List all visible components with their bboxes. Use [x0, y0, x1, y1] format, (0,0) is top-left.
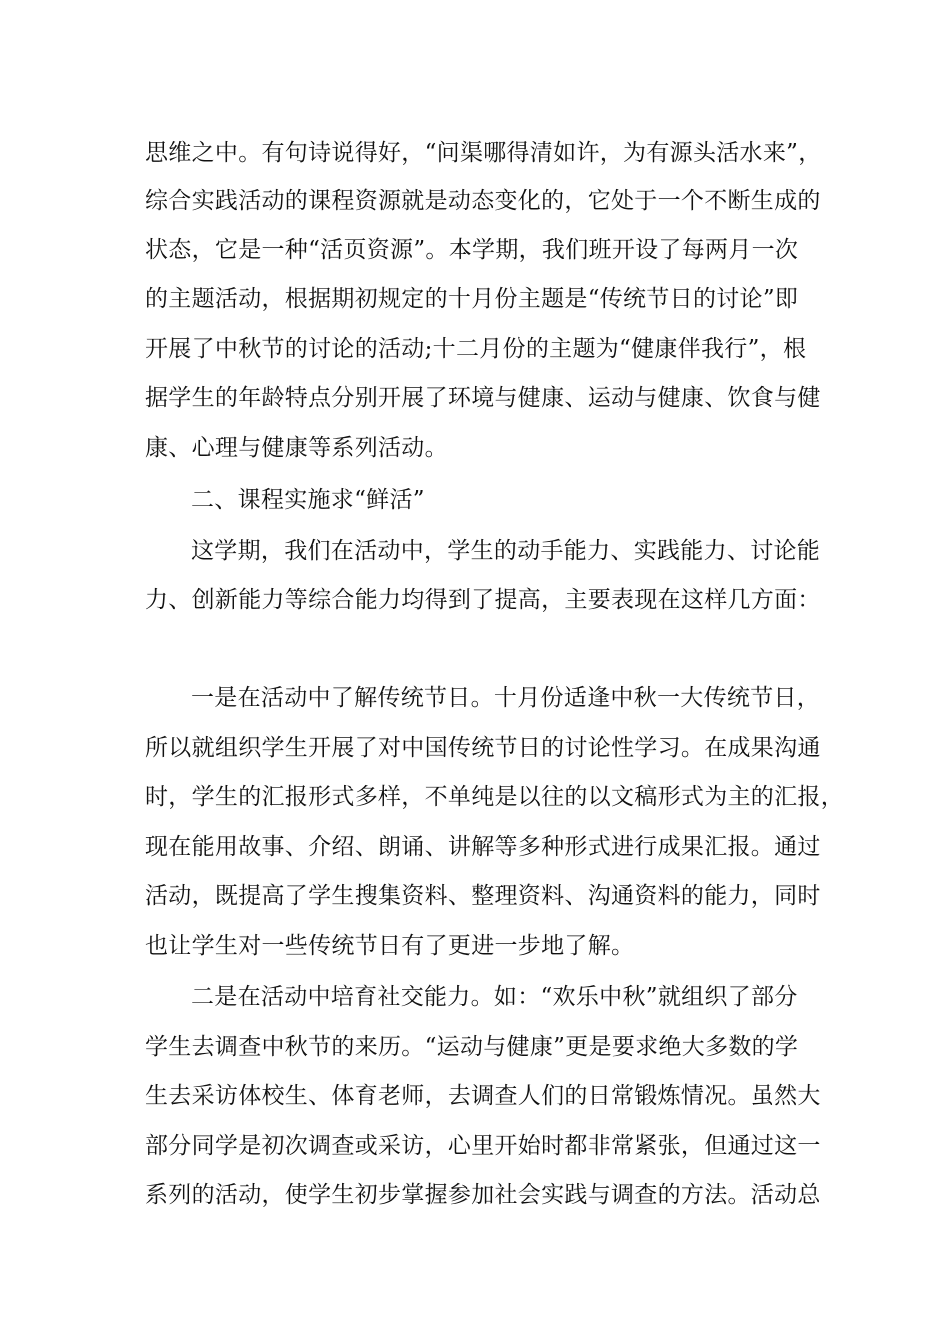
text-line-1: 思维之中。有句诗说得好，“问渠哪得清如许，为有源头活水来”，: [145, 140, 822, 166]
text-line-21: 系列的活动，使学生初步掌握参加社会实践与调查的方法。活动总: [145, 1182, 821, 1208]
text-line-14: 现在能用故事、介绍、朗诵、讲解等多种形式进行成果汇报。通过: [145, 834, 821, 860]
text-line-15: 活动，既提高了学生搜集资料、整理资料、沟通资料的能力，同时: [145, 883, 821, 909]
text-line-17: 二是在活动中培育社交能力。如：“欢乐中秋”就组织了部分: [191, 984, 798, 1010]
text-line-12: 所以就组织学生开展了对中国传统节日的讨论性学习。在成果沟通: [145, 735, 821, 761]
text-line-5: 开展了中秋节的讨论的活动;十二月份的主题为“健康伴我行”，根: [145, 336, 807, 362]
text-line-19: 生去采访体校生、体育老师，去调查人们的日常锻炼情况。虽然大: [145, 1083, 821, 1109]
text-line-7: 康、心理与健康等系列活动。: [145, 435, 448, 461]
text-line-9: 这学期，我们在活动中，学生的动手能力、实践能力、讨论能: [191, 538, 821, 564]
section-heading: 二、课程实施求“鲜活”: [191, 487, 425, 513]
text-line-6: 据学生的年龄特点分别开展了环境与健康、运动与健康、饮食与健: [145, 385, 821, 411]
text-line-18: 学生去调查中秋节的来历。“运动与健康”更是要求绝大多数的学: [145, 1034, 799, 1060]
text-line-20: 部分同学是初次调查或采访，心里开始时都非常紧张，但通过这一: [145, 1133, 821, 1159]
text-line-3: 状态，它是一种“活页资源”。本学期，我们班开设了每两月一次: [145, 237, 799, 263]
text-line-4: 的主题活动，根据期初规定的十月份主题是“传统节日的讨论”即: [145, 286, 799, 312]
text-line-11: 一是在活动中了解传统节日。十月份适逢中秋一大传统节日，: [191, 685, 821, 711]
text-line-16: 也让学生对一些传统节日有了更进一步地了解。: [145, 933, 635, 959]
text-line-10: 力、创新能力等综合能力均得到了提高，主要表现在这样几方面：: [145, 587, 821, 613]
text-line-2: 综合实践活动的课程资源就是动态变化的，它处于一个不断生成的: [145, 188, 821, 214]
text-line-13: 时，学生的汇报形式多样，不单纯是以往的以文稿形式为主的汇报，: [145, 784, 844, 810]
